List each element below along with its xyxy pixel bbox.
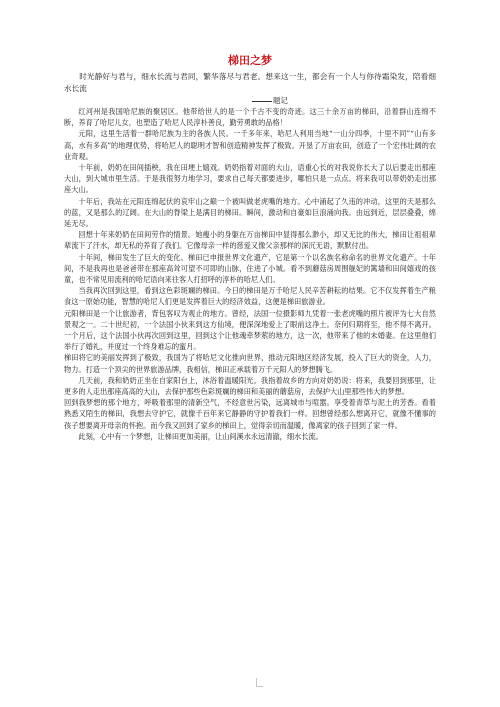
epigraph-attribution <box>64 96 288 106</box>
paragraph-2: 元阳，这里生活着一群哈尼族为主的各族人民。一千多年来，哈尼人利用当地“一山分四季，十里不同”“山有多高，水有多高”的地理优势，将哈尼人的聪明才智和创造精神发挥了极致。开垦了万亩农田，创造了一个宏伟壮阔的农业奇观。 <box>64 129 436 161</box>
paragraph-6: 十年间，梯田发生了巨大的变化。梯田已申报世界文化遗产，它是第一个以名族名称命名的世界文化遗产。十年间，不是我再也是爸爸带在那座高耸可望不可即的山脉，住进了小城。看不到蘑菇房周围舰妃的篱墙和田间嬉戏的孩童，也不常见用流利的哈尼语向来往客人打招呼的淳朴的哈尼人们。 <box>64 252 436 285</box>
scan-mark <box>256 678 263 687</box>
paragraph-9: 梯田将它的美丽发挥到了极致，我国为了将哈尼文化推向世界，推动元阳地区经济发展，投入了巨大的资金，人力，物力。打造一个顶尖的世界旅游品牌，我相信，梯田正承载着万千元阳人的梦想腾飞。 <box>64 353 436 374</box>
attribution-dash <box>252 101 272 102</box>
paragraph-8: 元阳梯田是一个让旅游者，背包客叹为观止的地方。曾经，法国一位摄影师九凭着一张老虎嘴的照片被评为七大自然景观之一。二十世纪初，一个法国小伙来到这方仙境，便深深地爱上了眼前这净土。奈何归期将至，他不得不离开。一个月后，这个法国小伙再次回到这里，回到这个让他魂牵梦萦的地方，这一次，他带来了他的未婚妻。在这里他们举行了婚礼，并度过一个终身难忘的蜜月。 <box>64 308 436 352</box>
paragraph-4: 十年后，我站在元阳连绵起伏的哀牢山之巅一个被叫做老虎嘴的地方。心中涌起了久违的冲动，这里的天是那么的蓝，又是那么的辽阔。在大山的脊梁上是满目的梯田。瞬间，激动和自豪如巨浪涌向我。由远到近，层层叠叠，绵延无尽。 <box>64 196 436 229</box>
paragraph-5: 回想十年来奶奶在田间劳作的情景。她瘦小的身躯在万亩梯田中显得那么渺小，却又无比的伟大，梯田让祖祖辈辈流下了汗水，却无私的养育了我们。它像母亲一样的慈爱又像父亲那样的深沉无语，默默付出。 <box>64 230 436 251</box>
page-title: 梯田之梦 <box>228 54 272 67</box>
paragraph-12: 此刻，心中有一个梦想，让梯田更加美丽，让山间溪水永远清澈，细水长流。 <box>78 431 323 441</box>
epigraph: 时光静好与君与，细水长流与君同，繁华落尽与君老。想来这一生，都会有一个人与你待霜染发，陪看细水长流 <box>64 72 436 93</box>
document-content <box>64 54 436 442</box>
paragraph-11: 回到我梦想的那个地方，呼吸着那里的清新空气，不经意世污染，远离城市与喧嚣。享受着青草与泥土的芳香。看着熟悉又陌生的梯田，我想去守护它，就像千百年来它静静的守护着我们一样。回想曾经那么想离开它，就像不懂事的孩子想要离开母亲的怀抱。而今我又回到了家乡的梯田上，觉得亲切而温暖，像离家的孩子回到了家一样。 <box>64 398 436 430</box>
paragraph-1: 红河州是我国哈尼族的聚居区。他带给世人的是一个千古不变的奇迹。这三十余万亩的梯田，沿着群山连绵不断，养育了哈尼儿女，也塑造了哈尼人民淳朴善良，勤劳勇敢的品格！ <box>64 107 436 128</box>
paragraph-3: 十年前，奶奶在田间插秧，我在田埂上嬉戏。奶奶指着对面的大山，语重心长的对我说你长大了以后要走出那座大山，到大城市里生活。于是我很努力地学习，要求自己每天都要进步，哪怕只是一点点。将来我可以带奶奶走出那座大山。 <box>64 163 436 195</box>
paragraph-7: 当我再次回到这里，看到这色彩斑斓的梯田。今日的梯田是万千哈尼人民辛苦耕耘的结果。它不仅发挥着生产粮食这一原始功能，智慧的哈尼人们更是发挥着巨大的经济效益，这便是梯田旅游业。 <box>64 286 436 307</box>
paragraph-10: 几天前，我和奶奶正坐在自家阳台上，沐浴着温暖阳光。我指着故乡的方向对奶奶说：将来，我要回到那里，让更多的人走出那座高高的大山，去保护那些色彩斑斓的梯田和美丽的蘑菇房，去保护大山里那些伟大的梦想。 <box>64 375 436 397</box>
attribution-label: 题记 <box>272 96 288 105</box>
